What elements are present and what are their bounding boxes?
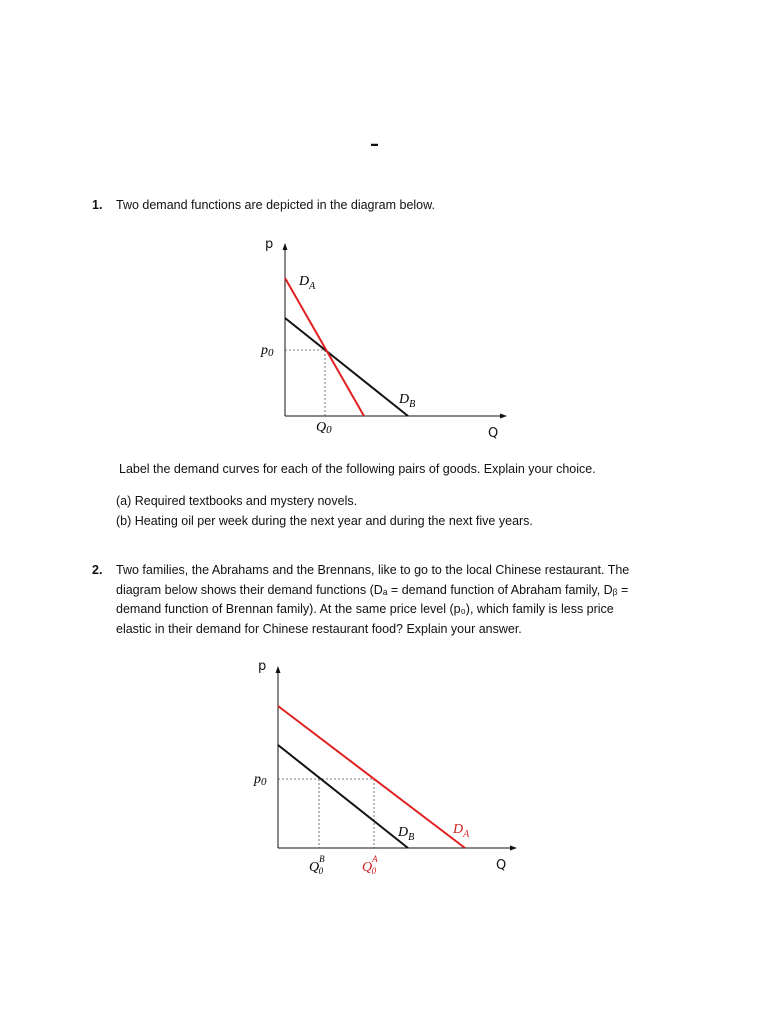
- diagram-2-x-arrow: [510, 846, 517, 851]
- question-2-line-1: Two families, the Abrahams and the Brennans, like to go to the local Chinese restaurant. The: [116, 563, 630, 577]
- question-1-part-b: (b) Heating oil per week during the next year and during the next five years.: [116, 513, 533, 528]
- question-2-number: 2.: [92, 563, 103, 577]
- question-1-part-a: (a) Required textbooks and mystery novels.: [116, 494, 358, 508]
- diagram-1: [250, 230, 520, 445]
- diagram-1-q0-label: Q0: [316, 420, 332, 436]
- question-2-line-2: diagram below shows their demand functions (Dₐ = demand function of Abraham family, Dᵦ =: [116, 582, 629, 597]
- question-2-line-3: demand function of Brennan family). At the same price level (p₀), which family is less price: [116, 602, 614, 616]
- diagram-2-p0-label: p0: [254, 772, 267, 788]
- diagram-1-p0-label: p0: [261, 343, 274, 359]
- diagram-2-qb-label: $Q^B$ 0: [309, 854, 325, 876]
- demand-curve-a: [285, 278, 364, 416]
- demand-curve-b: [285, 318, 408, 416]
- question-1-instruction: Label the demand curves for each of the following pairs of goods. Explain your choice.: [119, 462, 596, 476]
- diagram-2-x-label: Q: [496, 858, 507, 873]
- question-2-line-4: elastic in their demand for Chinese restaurant food? Explain your answer.: [116, 621, 522, 636]
- demand-curve-a: [278, 706, 465, 848]
- question-2-text: [116, 561, 629, 639]
- diagram-1-y-arrow: [283, 243, 288, 250]
- diagram-2-da-label: $D_A$: [453, 822, 470, 840]
- demand-curve-b: [278, 745, 408, 848]
- question-1-number: 1.: [92, 198, 103, 212]
- diagram-1-x-arrow: [500, 414, 507, 419]
- diagram-2-db-label: $D_B$: [398, 825, 415, 843]
- diagram-2-y-arrow: [276, 666, 281, 673]
- diagram-1-db-label: $D_B$: [399, 392, 416, 410]
- diagram-2-y-label: p: [258, 659, 267, 674]
- question-1-text: Two demand functions are depicted in the diagram below.: [116, 198, 435, 212]
- diagram-2: [240, 655, 530, 885]
- header-mark: –: [370, 134, 379, 155]
- diagram-1-x-label: Q: [488, 426, 499, 441]
- question-1-parts: [116, 492, 533, 531]
- diagram-1-da-label: $D_A$: [299, 274, 316, 292]
- diagram-2-qa-label: $Q^A$ 0: [362, 854, 378, 876]
- diagram-1-y-label: p: [265, 237, 274, 252]
